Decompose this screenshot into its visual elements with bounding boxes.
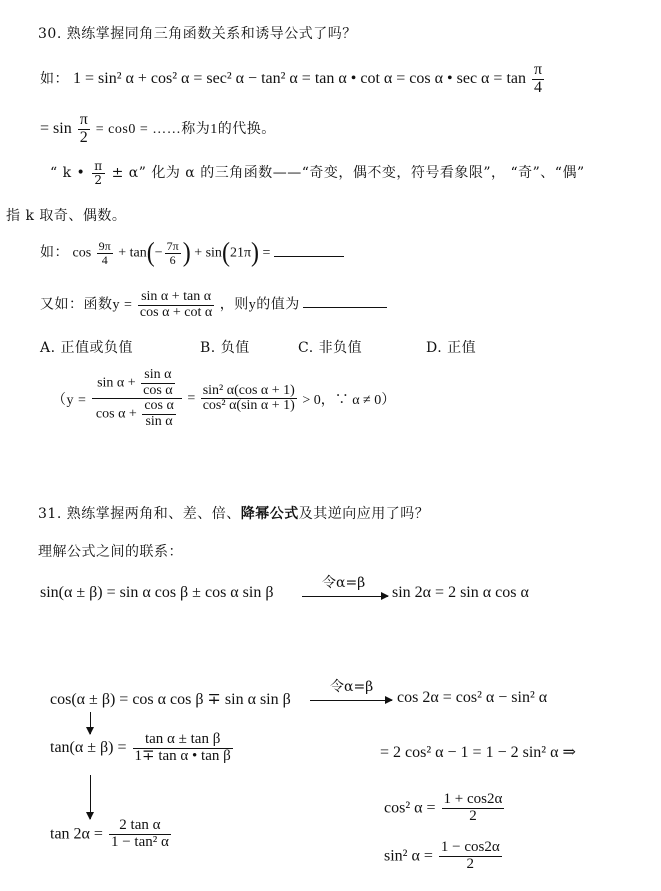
right-arrow-1 [302,596,388,597]
example-3: 又如：函数y = $\frac{\text{sin α + tan α}}{\text{cos α + cot α}}$ ，则y的值为 [40,290,387,320]
tan-sum-formula: tan(α ± β) = $\frac{\text{tan α ± tan β}}{\text{1∓ tan α • tan β}}$ [50,731,231,764]
tan-double-formula: tan 2α = $\frac{\text{2 tan α}}{\text{1 − tan² α}}$ [50,817,169,850]
pi-over-2-small: $\frac{\pi}{2}$ [94,159,103,187]
option-c[interactable]: C. 非负值 [298,340,363,356]
solution-complex-fraction: sin α + $\frac{\text{sin α}}{\text{cos α}}$ cos α + $\frac{\text{cos α}}{\text{sin α}}$ [92,368,182,430]
induction-rule-cont: 指 k 取奇、偶数。 [6,208,127,224]
cos-sum-formula: cos(α ± β) = cos α cos β ∓ sin α sin β [50,691,291,708]
q30-title: 30. 熟练掌握同角三角函数关系和诱导公式了吗？ [38,26,357,42]
sin-double-formula: sin 2α = 2 sin α cos α [392,584,529,601]
q31-subtitle: 理解公式之间的联系： [38,544,183,560]
cos-squared-formula: cos² α = $\frac{1 + \cos 2\alpha}{2}$ [384,791,503,824]
pi-over-2: $\frac{\pi}{2}$ [79,111,88,146]
answer-blank-1[interactable] [274,256,344,257]
right-arrow-2 [310,700,392,701]
arrow-label-2: 令α=β [330,679,374,695]
q31-title: 31. 熟练掌握两角和、差、倍、降幂公式及其逆向应用了吗？ [38,506,430,522]
solution: （y = sin α + $\frac{\text{sin α}}{\text{cos α}}$ cos α + $\frac{\text{cos α}}{\text{sin α}}$ = $\frac{\text{sin² α(cos α + 1)}}{\text{cos² α(sin α + 1)}}$ > 0，∵ α ≠ 0） [52,367,396,430]
down-arrow-2 [90,775,91,819]
cos-double-alt: = 2 cos² α − 1 = 1 − 2 sin² α ⇒ [380,744,576,761]
option-a[interactable]: A. 正值或负值 [40,340,134,356]
example-label: 如： [40,71,69,87]
pi-over-4: $\frac{\pi}{4}$ [534,61,543,96]
emphasis-text: 降幂公式 [240,506,299,522]
cos-double-formula: cos 2α = cos² α − sin² α [397,689,548,706]
identity-line-2: = sin $\frac{\pi}{2}$ = cos0 = ……称为1的代换。 [40,111,276,146]
example-2: 如： cos $\frac{9\pi}{4}$ + tan(− $\frac{7\pi}{6}$ ) + sin(21π) = [40,240,344,267]
option-b[interactable]: B. 负值 [200,340,250,356]
induction-rule: “ k • $\frac{\pi}{2}$ ± α” 化为 α 的三角函数——“奇变，偶不变，符号看象限”， “奇”、“偶” [50,159,585,187]
identity-chain: 1 = sin² α + cos² α = sec² α − tan² α = tan α • cot α = cos α • sec α = tan [73,69,526,87]
sin-sum-formula: sin(α ± β) = sin α cos β ± cos α sin β [40,584,274,601]
answer-blank-2[interactable] [303,307,387,308]
down-arrow-1 [90,712,91,734]
arrow-label-1: 令α=β [322,575,366,591]
identity-line-1 [40,62,546,97]
option-d[interactable]: D. 正值 [426,340,477,356]
sin-squared-formula: sin² α = $\frac{1 - \cos 2\alpha}{2}$ [384,839,500,872]
